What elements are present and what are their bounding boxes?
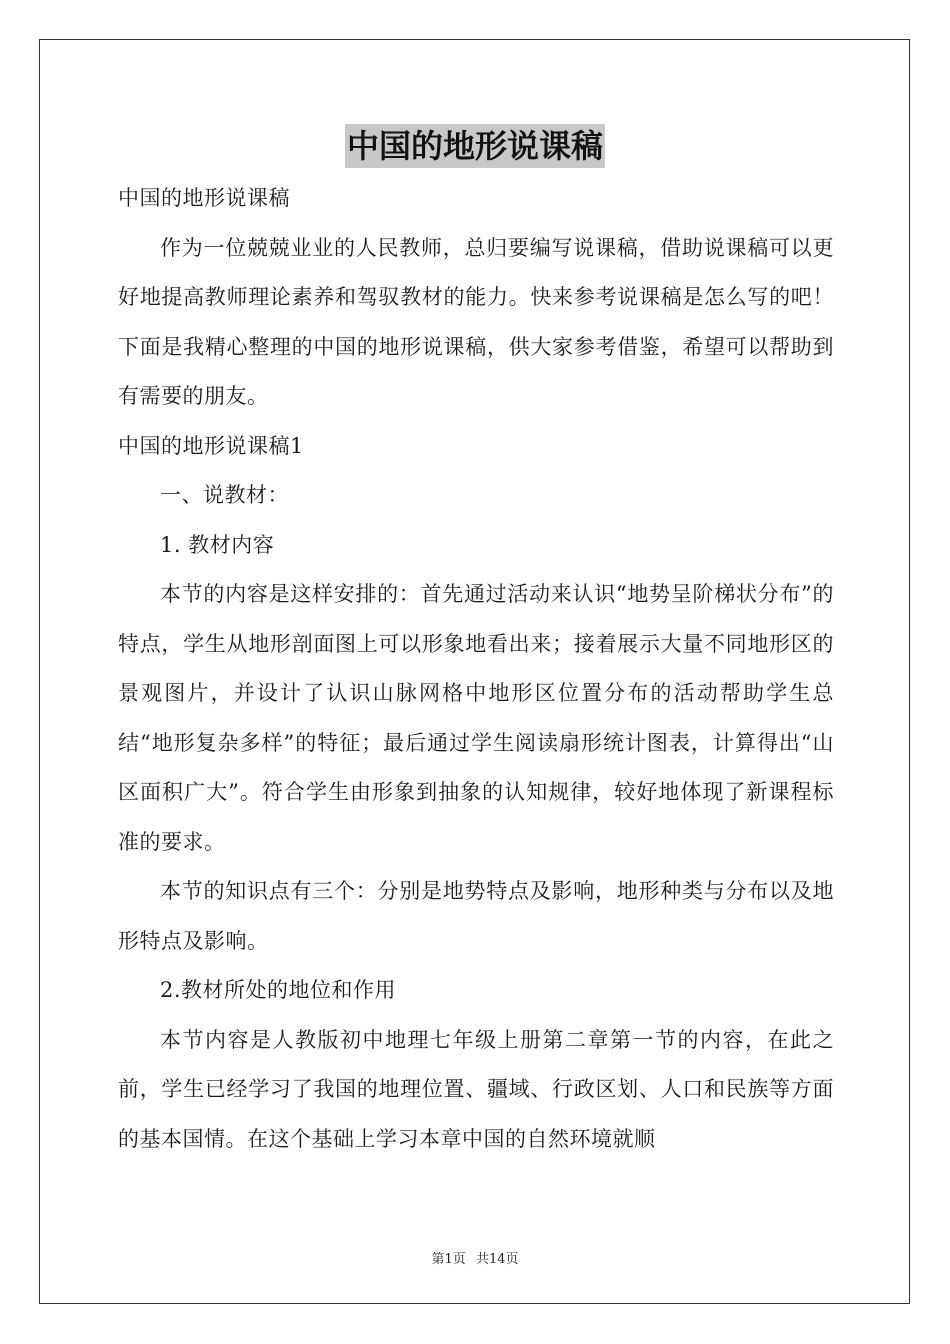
paragraph: 作为一位兢兢业业的人民教师，总归要编写说课稿，借助说课稿可以更好地提高教师理论素养和驾驭教材的能力。快来参考说课稿是怎么写的吧！下面是我精心整理的中国的地形说课稿，供大家参考借鉴，希望可以帮助到有需要的朋友。 — [118, 235, 834, 408]
paragraph: 本节的知识点有三个：分别是地势特点及影响，地形种类与分布以及地形特点及影响。 — [118, 879, 834, 953]
paragraph: 本节的内容是这样安排的：首先通过活动来认识“地势呈阶梯状分布”的特点，学生从地形剖面图上可以形象地看出来；接着展示大量不同地形区的景观图片，并设计了认识山脉网格中地形区位置分布的活动帮助学生总结“地形复杂多样”的特征；最后通过学生阅读扇形统计图表，计算得出“山区面积广大”。符合学生由形象到抽象的认知规律，较好地体现了新课程标准的要求。 — [118, 582, 834, 854]
paragraph: 中国的地形说课稿1 — [118, 433, 304, 458]
page-number: 第1页 — [431, 1252, 466, 1267]
document-body — [118, 174, 834, 1164]
paragraph: 中国的地形说课稿 — [118, 186, 290, 210]
page-footer — [0, 1248, 950, 1267]
paragraph: 本节内容是人教版初中地理七年级上册第二章第一节的内容，在此之前，学生已经学习了我国的地理位置、疆域、行政区划、人口和民族等方面的基本国情。在这个基础上学习本章中国的自然环境就顺 — [118, 1027, 834, 1151]
document-title: 中国的地形说课稿 — [345, 124, 605, 168]
page-total: 共14页 — [475, 1252, 519, 1267]
paragraph: 2.教材所处的地位和作用 — [160, 978, 397, 1002]
title-wrap — [0, 124, 950, 168]
paragraph: 一、说教材： — [160, 483, 289, 507]
paragraph: 1. 教材内容 — [160, 532, 275, 557]
